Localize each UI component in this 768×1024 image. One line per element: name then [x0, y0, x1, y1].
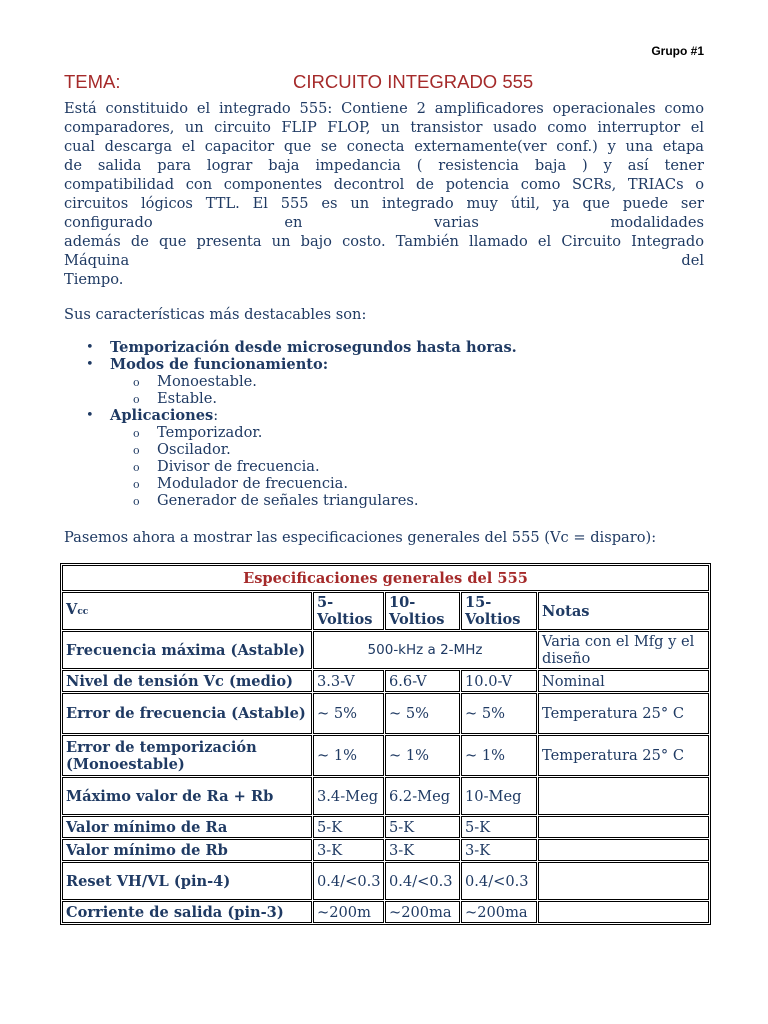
row-v5: ~ 1%: [313, 735, 384, 776]
row-label: Nivel de tensión Vc (medio): [62, 670, 312, 692]
row-note: Temperatura 25° C: [538, 693, 709, 734]
intro-line: configurado en varias modalidades: [64, 214, 704, 231]
application-item: Oscilador.: [157, 441, 231, 458]
row-v10: 5-K: [385, 816, 460, 838]
row-v10: 6.2-Meg: [385, 777, 460, 815]
intro-line: Máquina del: [64, 252, 704, 269]
application-item: Modulador de frecuencia.: [157, 475, 349, 492]
circle-bullet-icon: o: [133, 393, 140, 406]
intro-line: de salida para lograr baja impedancia ( resistencia baja ) y así tener: [64, 157, 704, 174]
row-label: Valor mínimo de Rb: [62, 839, 312, 861]
colon: :: [322, 356, 329, 373]
group-label: Grupo #1: [651, 44, 704, 58]
circle-bullet-icon: o: [133, 376, 140, 389]
feature-modes: Modos de funcionamiento: [110, 356, 323, 373]
topic-title: CIRCUITO INTEGRADO 555: [293, 71, 534, 92]
features-heading: Sus características más destacables son:: [64, 306, 367, 323]
row-v15: 10-Meg: [461, 777, 537, 815]
intro-line: cual descarga el capacitor que se conecta externamente(ver conf.) y una etapa: [64, 138, 704, 155]
bullet-icon: •: [86, 357, 94, 372]
header-5v: 5-Voltios: [313, 592, 384, 630]
list-subitem: [64, 424, 704, 441]
row-v5: ~200m: [313, 901, 384, 923]
title-row: [64, 71, 704, 95]
row-merged-value: 500-kHz a 2-MHz: [313, 631, 537, 669]
row-v10: 3-K: [385, 839, 460, 861]
list-item: [64, 407, 704, 424]
intro-paragraph: [64, 99, 704, 289]
application-item: Generador de señales triangulares.: [157, 492, 419, 509]
application-item: Divisor de frecuencia.: [157, 458, 320, 475]
table-row: [62, 901, 709, 923]
row-note: Varia con el Mfg y el diseño: [538, 631, 709, 669]
row-note: Nominal: [538, 670, 709, 692]
row-v5: 0.4/<0.3: [313, 862, 384, 900]
table-header-row: [62, 592, 709, 630]
intro-line: circuitos lógicos TTL. El 555 es un integrado muy útil, ya que puede ser: [64, 195, 704, 212]
row-v15: 5-K: [461, 816, 537, 838]
feature-applications: Aplicaciones: [110, 407, 214, 424]
circle-bullet-icon: o: [133, 444, 140, 457]
row-v5: 3-K: [313, 839, 384, 861]
table-title-row: [62, 565, 709, 591]
row-v5: ~ 5%: [313, 693, 384, 734]
specs-table: [60, 563, 711, 925]
row-label: Corriente de salida (pin-3): [62, 901, 312, 923]
row-note: [538, 901, 709, 923]
feature-timing: Temporización desde microsegundos hasta horas.: [110, 339, 517, 356]
row-note: [538, 839, 709, 861]
table-row: [62, 777, 709, 815]
circle-bullet-icon: o: [133, 478, 140, 491]
mode-item: Monoestable.: [157, 373, 257, 390]
circle-bullet-icon: o: [133, 427, 140, 440]
vcc-main: V: [66, 601, 78, 618]
list-subitem: [64, 475, 704, 492]
intro-line: compatibilidad con componentes decontrol de potencia como SCRs, TRIACs o: [64, 176, 704, 193]
table-title: Especificaciones generales del 555: [62, 565, 709, 591]
list-item: [64, 356, 704, 373]
tema-label: TEMA:: [64, 71, 121, 92]
header-vcc: [62, 592, 312, 630]
row-v15: 10.0-V: [461, 670, 537, 692]
header-15v: 15-Voltios: [461, 592, 537, 630]
list-subitem: [64, 492, 704, 509]
header-notes: Notas: [538, 592, 709, 630]
row-label: Error de frecuencia (Astable): [62, 693, 312, 734]
row-v10: 0.4/<0.3: [385, 862, 460, 900]
row-v5: 5-K: [313, 816, 384, 838]
row-label: Valor mínimo de Ra: [62, 816, 312, 838]
row-label: Frecuencia máxima (Astable): [62, 631, 312, 669]
intro-line: comparadores, un circuito FLIP FLOP, un transistor usado como interruptor el: [64, 119, 704, 136]
bullet-icon: •: [86, 408, 94, 423]
features-list: [64, 339, 704, 509]
header-10v: 10-Voltios: [385, 592, 460, 630]
table-row: [62, 735, 709, 776]
list-subitem: [64, 458, 704, 475]
specs-intro: Pasemos ahora a mostrar las especificaciones generales del 555 (Vc = disparo):: [64, 529, 657, 546]
row-v15: ~ 5%: [461, 693, 537, 734]
row-v10: 6.6-V: [385, 670, 460, 692]
row-v5: 3.3-V: [313, 670, 384, 692]
vcc-sub: cc: [77, 607, 89, 617]
table-row: [62, 862, 709, 900]
intro-line: Está constituido el integrado 555: Contiene 2 amplificadores operacionales como: [64, 100, 704, 117]
list-item: [64, 339, 704, 356]
table-row: [62, 839, 709, 861]
row-v10: ~ 5%: [385, 693, 460, 734]
table-row: [62, 816, 709, 838]
circle-bullet-icon: o: [133, 495, 140, 508]
colon: :: [213, 407, 219, 424]
table-row: [62, 670, 709, 692]
list-subitem: [64, 390, 704, 407]
table-row: [62, 631, 709, 669]
intro-line: Tiempo.: [64, 271, 124, 288]
circle-bullet-icon: o: [133, 461, 140, 474]
row-v15: ~ 1%: [461, 735, 537, 776]
row-label: Error de temporización (Monoestable): [62, 735, 312, 776]
row-note: [538, 862, 709, 900]
row-v5: 3.4-Meg: [313, 777, 384, 815]
bullet-icon: •: [86, 340, 94, 355]
mode-item: Estable.: [157, 390, 217, 407]
row-note: Temperatura 25° C: [538, 735, 709, 776]
row-v15: ~200ma: [461, 901, 537, 923]
row-note: [538, 777, 709, 815]
row-v15: 0.4/<0.3: [461, 862, 537, 900]
row-v10: ~200ma: [385, 901, 460, 923]
row-note: [538, 816, 709, 838]
table-row: [62, 693, 709, 734]
row-v10: ~ 1%: [385, 735, 460, 776]
row-label: Reset VH/VL (pin-4): [62, 862, 312, 900]
row-label: Máximo valor de Ra + Rb: [62, 777, 312, 815]
list-subitem: [64, 373, 704, 390]
list-subitem: [64, 441, 704, 458]
application-item: Temporizador.: [157, 424, 263, 441]
intro-line: además de que presenta un bajo costo. También llamado el Circuito Integrado: [64, 233, 704, 250]
row-v15: 3-K: [461, 839, 537, 861]
